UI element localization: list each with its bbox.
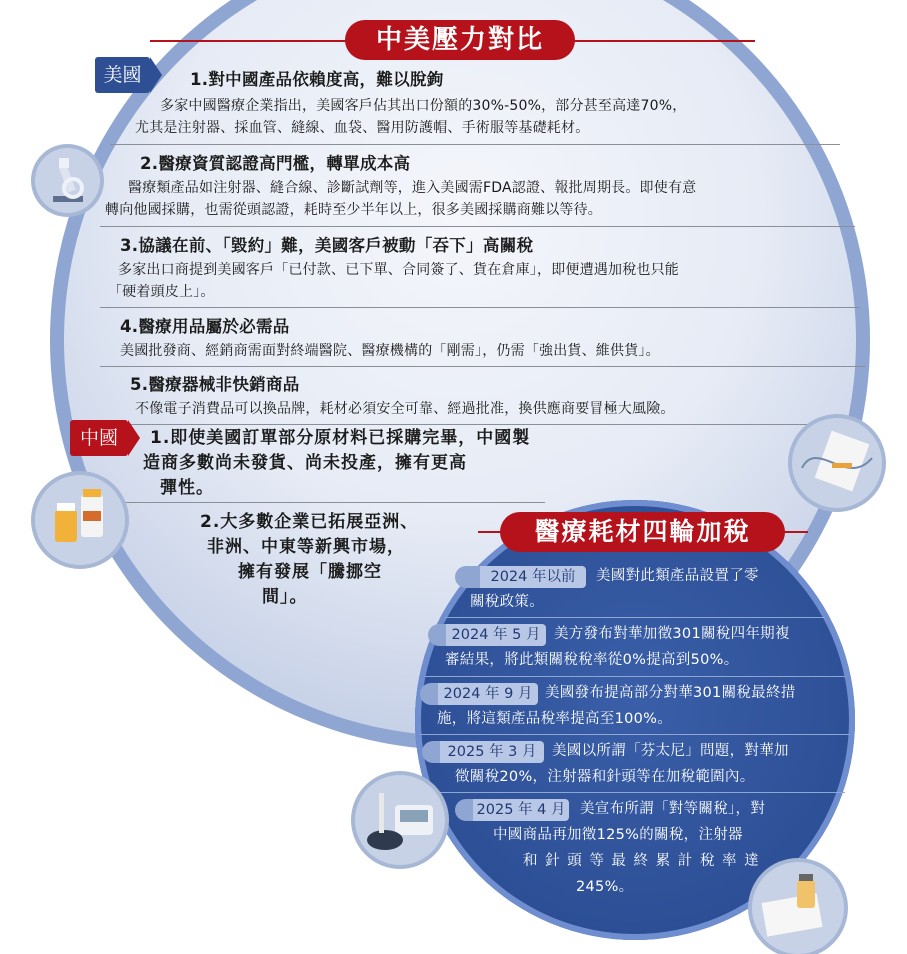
divider bbox=[100, 307, 860, 308]
cn-point-1-line-3: 彈性。 bbox=[160, 478, 214, 498]
us-point-2-line-1: 醫療類產品如注射器、縫合線、診斷試劑等，進入美國需FDA認證、報批周期長。即使有意 bbox=[128, 180, 697, 196]
divider bbox=[105, 424, 860, 425]
timeline-bar-lead bbox=[428, 624, 446, 646]
us-point-5-line-1: 不像電子消費品可以換品牌，耗材必須安全可靠、經過批准，換供應商要冒極大風險。 bbox=[135, 401, 675, 417]
us-point-2-line-2: 轉向他國採購，也需從頭認證，耗時至少半年以上，很多美國採購商難以等待。 bbox=[105, 202, 602, 218]
timeline-date-5: 2025 年 4 月 bbox=[473, 799, 569, 821]
timeline-3-line-1: 美國發布提高部分對華301關稅最終措 bbox=[545, 685, 796, 701]
timeline-divider bbox=[420, 734, 850, 735]
us-point-3-heading: 3.協議在前、「毀約」難，美國客戶被動「吞下」高關稅 bbox=[120, 236, 534, 255]
timeline-5-line-3: 和 針 頭 等 最 終 累 計 稅 率 達 bbox=[523, 853, 761, 869]
timeline-date-3: 2024 年 9 月 bbox=[438, 683, 538, 705]
medicine-bottles-icon bbox=[35, 475, 125, 565]
timeline-date-2: 2024 年 5 月 bbox=[446, 624, 546, 646]
timeline-bar-lead bbox=[420, 683, 438, 705]
cn-point-2-line-4: 間」。 bbox=[262, 587, 308, 607]
us-point-2-heading: 2.醫療資質認證高門檻，轉單成本高 bbox=[140, 154, 411, 173]
title-rule-left bbox=[150, 40, 355, 42]
us-point-5-heading: 5.醫療器械非快銷商品 bbox=[130, 375, 300, 394]
tax-title: 醫療耗材四輪加稅 bbox=[500, 512, 785, 552]
us-point-3-line-1: 多家出口商提到美國客戶「已付款、已下單、合同簽了、貨在倉庫」，即便遭遇加稅也只能 bbox=[118, 262, 679, 278]
cn-tag: 中國 bbox=[70, 420, 128, 456]
title-rule-right bbox=[565, 40, 755, 42]
timeline-5-line-2: 中國商品再加徵125%的關稅，注射器 bbox=[493, 827, 743, 843]
timeline-4-line-1: 美國以所謂「芬太尼」問題，對華加 bbox=[552, 743, 789, 759]
cn-point-2-line-1: 2.大多數企業已拓展亞洲、 bbox=[200, 512, 419, 532]
blood-pressure-monitor-icon bbox=[355, 775, 445, 865]
us-point-1-heading: 1.對中國產品依賴度高，難以脫鉤 bbox=[190, 70, 444, 89]
cn-tag-arrow bbox=[128, 420, 140, 456]
divider bbox=[125, 502, 545, 503]
us-point-4-line-1: 美國批發商、經銷商需面對終端醫院、醫療機構的「剛需」，仍需「強出貨、維供貨」。 bbox=[120, 343, 660, 359]
timeline-divider bbox=[445, 617, 825, 618]
cn-point-1-line-2: 造商多數尚未發貨、尚未投產，擁有更高 bbox=[143, 453, 467, 473]
timeline-1-line-2: 關稅政策。 bbox=[470, 594, 544, 610]
cn-point-2-line-2: 非洲、中東等新興市場， bbox=[207, 537, 405, 557]
us-point-3-line-2: 「硬着頭皮上」。 bbox=[108, 284, 215, 300]
timeline-date-1: 2024 年以前 bbox=[480, 566, 586, 588]
divider bbox=[100, 366, 865, 367]
page-title: 中美壓力對比 bbox=[345, 20, 575, 60]
timeline-bar-lead bbox=[455, 566, 480, 588]
timeline-1-line-1: 美國對此類產品設置了零 bbox=[596, 568, 759, 584]
us-point-1-line-1: 多家中國醫療企業指出，美國客戶佔其出口份額的30%-50%，部分甚至高達70%， bbox=[160, 98, 687, 114]
us-point-4-heading: 4.醫療用品屬於必需品 bbox=[120, 317, 290, 336]
timeline-3-line-2: 施，將這類產品稅率提高至100%。 bbox=[437, 711, 673, 727]
timeline-2-line-1: 美方發布對華加徵301關稅四年期複 bbox=[554, 626, 790, 642]
timeline-5-line-1: 美宣布所謂「對等關稅」，對 bbox=[580, 801, 766, 817]
divider bbox=[100, 226, 855, 227]
timeline-date-4: 2025 年 3 月 bbox=[440, 741, 544, 763]
medical-supplies-icon bbox=[752, 862, 844, 954]
microscope-icon bbox=[35, 148, 100, 213]
timeline-bar-lead bbox=[455, 799, 473, 821]
timeline-bar-lead bbox=[422, 741, 440, 763]
timeline-divider bbox=[425, 676, 845, 677]
us-point-1-line-2: 尤其是注射器、採血管、縫線、血袋、醫用防護帽、手術服等基礎耗材。 bbox=[135, 120, 590, 136]
timeline-divider bbox=[430, 792, 845, 793]
timeline-5-line-4: 245%。 bbox=[576, 879, 634, 895]
cn-point-1-line-1: 1.即使美國訂單部分原材料已採購完畢，中國製 bbox=[150, 428, 531, 448]
timeline-4-line-2: 徵關稅20%，注射器和針頭等在加稅範圍內。 bbox=[455, 769, 755, 785]
cn-point-2-line-3: 擁有發展「騰挪空 bbox=[238, 562, 382, 582]
divider bbox=[110, 144, 840, 145]
us-tag: 美國 bbox=[95, 57, 150, 93]
us-tag-arrow bbox=[150, 57, 162, 93]
timeline-2-line-2: 審結果，將此類關稅稅率從0%提高到50%。 bbox=[445, 652, 739, 668]
iv-set-icon bbox=[792, 418, 882, 508]
